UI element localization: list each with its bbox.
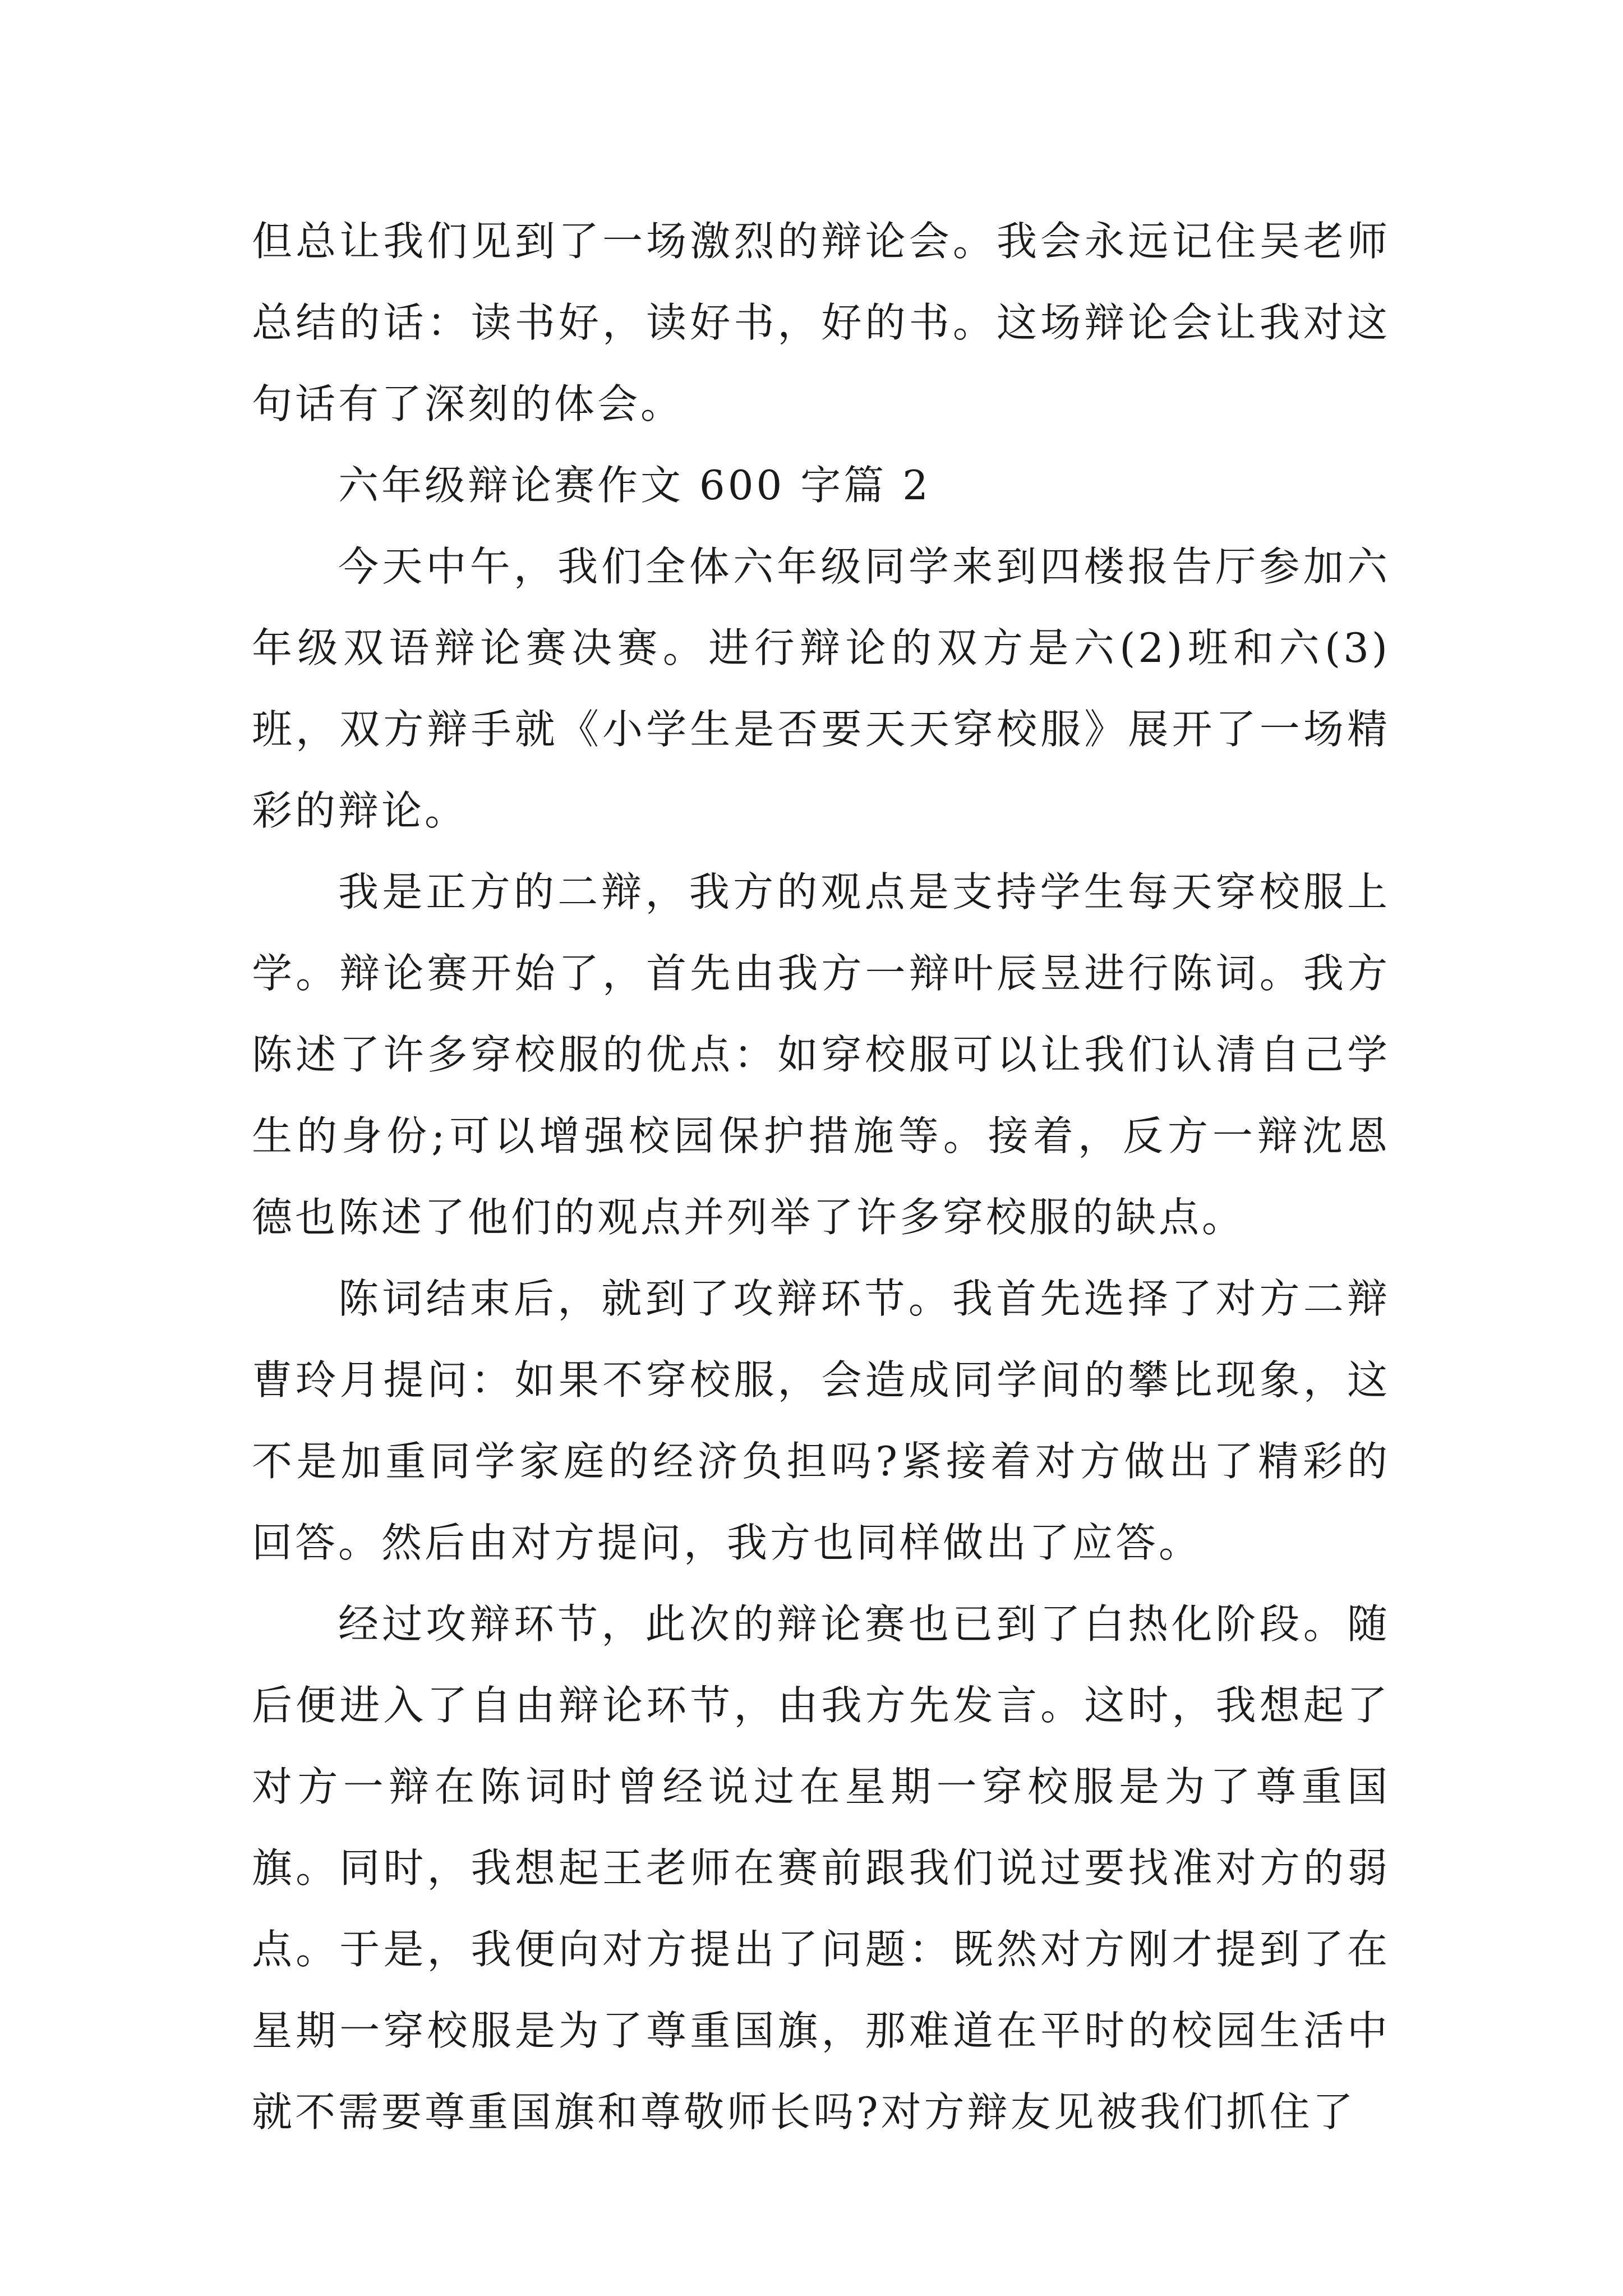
section-heading: 六年级辩论赛作文 600 字篇 2 [338,462,931,509]
paragraph-3: 我是正方的二辩，我方的观点是支持学生每天穿校服上学。辩论赛开始了，首先由我方一辩叶辰昱进行陈词。我方陈述了许多穿校服的优点：如穿校服可以让我们认清自己学生的身份;可以增强校园保护措施等。接着，反方一辩沈恩德也陈述了他们的观点并列举了许多穿校服的缺点。 [252,868,1390,1241]
paragraph-4: 陈词结束后，就到了攻辩环节。我首先选择了对方二辩曹玲月提问：如果不穿校服，会造成同学间的攀比现象，这不是加重同学家庭的经济负担吗?紧接着对方做出了精彩的回答。然后由对方提问，我方也同样做出了应答。 [252,1275,1390,1566]
paragraph-1: 但总让我们见到了一场激烈的辩论会。我会永远记住吴老师总结的话：读书好，读好书，好的书。这场辩论会让我对这句话有了深刻的体会。 [252,218,1390,427]
paragraph-5: 经过攻辩环节，此次的辩论赛也已到了白热化阶段。随后便进入了自由辩论环节，由我方先发言。这时，我想起了对方一辩在陈词时曾经说过在星期一穿校服是为了尊重国旗。同时，我想起王老师在赛前跟我们说过要找准对方的弱点。于是，我便向对方提出了问题：既然对方刚才提到了在星期一穿校服是为了尊重国旗，那难道在平时的校园生活中就不需要尊重国旗和尊敬师长吗?对方辩友见被我们抓住了 [252,1600,1390,2136]
document-body [252,201,1390,2153]
paragraph-2: 今天中午，我们全体六年级同学来到四楼报告厅参加六年级双语辩论赛决赛。进行辩论的双方是六(2)班和六(3)班，双方辩手就《小学生是否要天天穿校服》展开了一场精彩的辩论。 [252,543,1390,834]
